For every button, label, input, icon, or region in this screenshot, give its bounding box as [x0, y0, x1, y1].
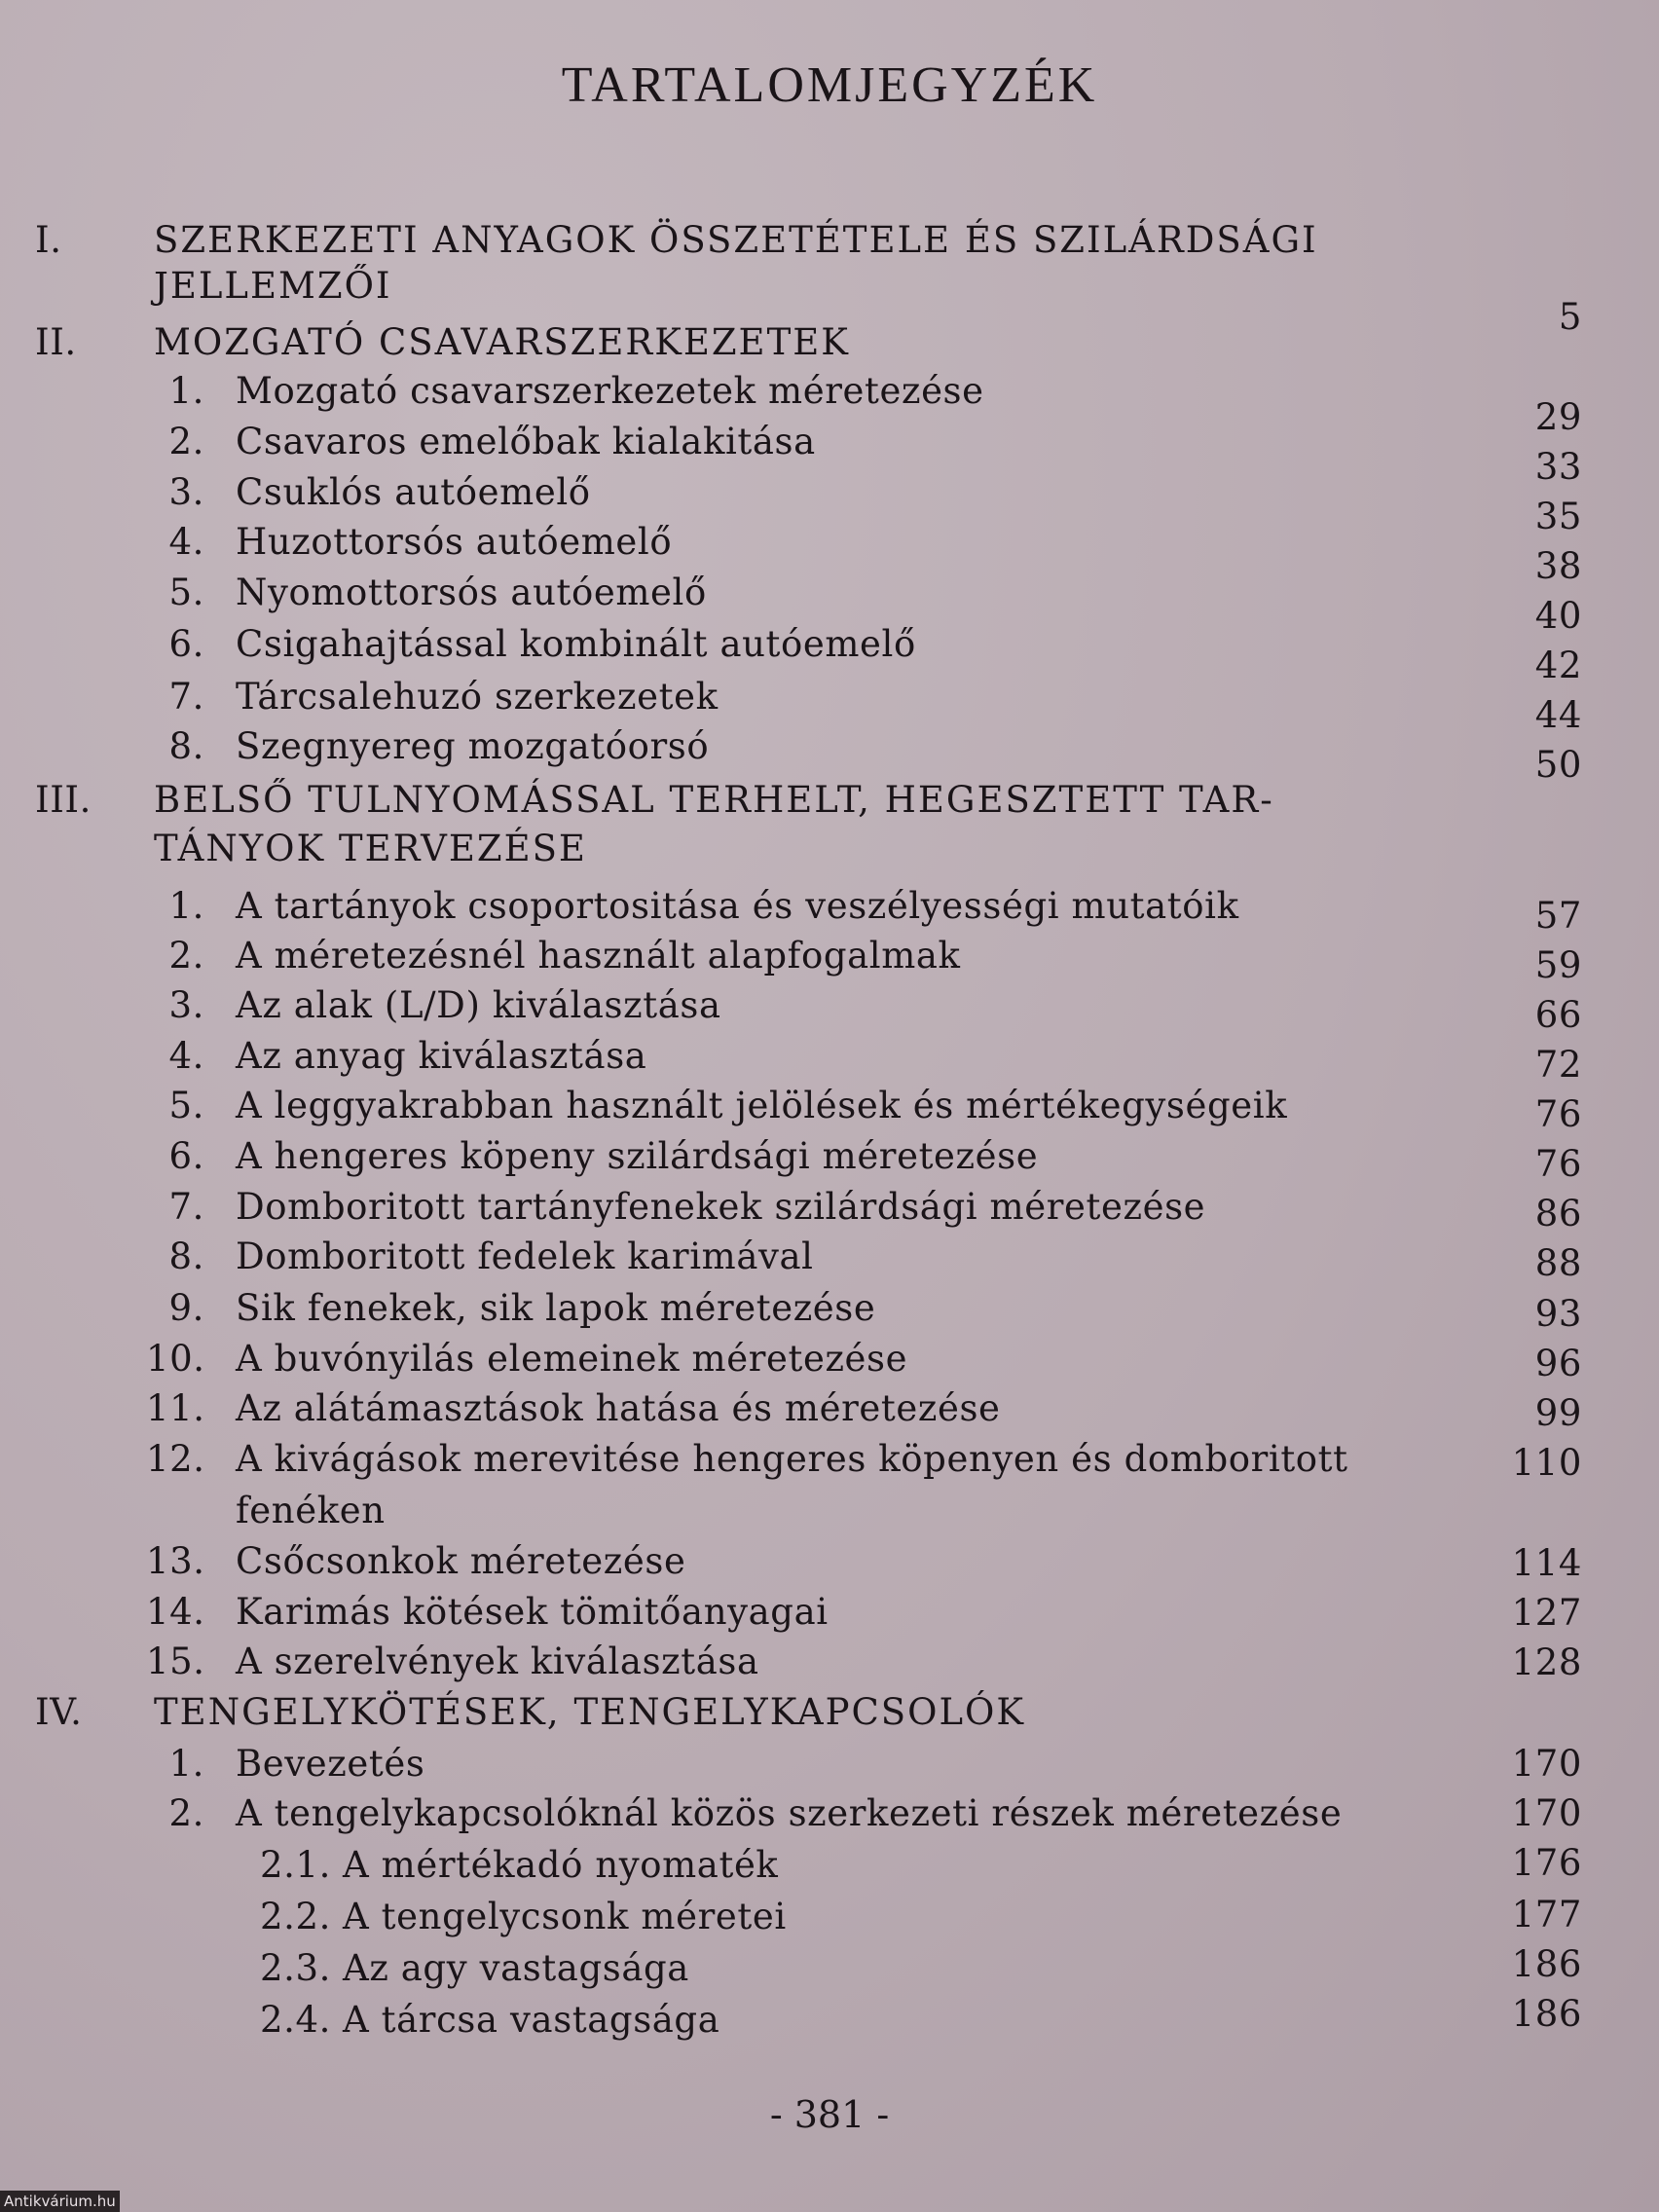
subitem-number: 2.1.: [259, 1844, 331, 1886]
item-title: Szegnyereg mozgatóorsó: [236, 725, 710, 767]
page-number: 110: [1511, 1442, 1582, 1484]
page-number: 40: [1534, 595, 1582, 637]
item-title: A szerelvények kiválasztása: [236, 1641, 759, 1682]
item-number: 15.: [146, 1641, 205, 1682]
item-title: Sik fenekek, sik lapok méretezése: [236, 1287, 876, 1329]
item-title: Huzottorsós autóemelő: [236, 521, 673, 563]
page-title: TARTALOMJEGYZÉK: [561, 57, 1098, 113]
item-title: Bevezetés: [236, 1743, 425, 1785]
item-title: A hengeres köpeny szilárdsági méretezése: [236, 1135, 1039, 1177]
item-title: Tárcsalehuzó szerkezetek: [236, 676, 719, 718]
page-number: 176: [1511, 1842, 1582, 1884]
item-number: 7.: [168, 676, 204, 718]
chapter-number: IV.: [35, 1691, 83, 1733]
item-title: Az alak (L/D) kiválasztása: [236, 984, 721, 1026]
page-number: 66: [1534, 994, 1582, 1036]
page-number: 42: [1534, 645, 1582, 686]
chapter-title-cont: TÁNYOK TERVEZÉSE: [154, 828, 587, 869]
item-title-cont: fenéken: [236, 1490, 386, 1531]
item-title: A méretezésnél használt alapfogalmak: [236, 935, 961, 977]
item-title: A tengelykapcsolóknál közös szerkezeti részek méretezése: [236, 1792, 1343, 1834]
item-number: 11.: [146, 1387, 205, 1429]
item-title: A tartányok csoportositása és veszélyességi mutatóik: [236, 885, 1239, 927]
item-title: Az alátámasztások hatása és méretezése: [236, 1387, 1001, 1429]
item-title: A leggyakrabban használt jelölések és mértékegységeik: [236, 1085, 1288, 1126]
page-number: 33: [1534, 446, 1582, 488]
item-number: 4.: [168, 521, 204, 563]
chapter-title: BELSŐ TULNYOMÁSSAL TERHELT, HEGESZTETT TAR-: [154, 779, 1274, 821]
page-number: 86: [1534, 1193, 1582, 1235]
item-number: 10.: [146, 1338, 205, 1380]
page-number: 170: [1511, 1792, 1582, 1834]
subitem-title: A tárcsa vastagsága: [343, 1999, 720, 2041]
item-title: Csőcsonkok méretezése: [236, 1540, 686, 1582]
item-number: 6.: [168, 1135, 204, 1177]
subitem-title: A tengelycsonk méretei: [343, 1896, 787, 1937]
chapter-title: SZERKEZETI ANYAGOK ÖSSZETÉTELE ÉS SZILÁRDSÁGI: [154, 219, 1318, 261]
item-number: 9.: [168, 1287, 204, 1329]
item-title: Csuklós autóemelő: [236, 471, 591, 513]
item-number: 3.: [168, 471, 204, 513]
item-number: 4.: [168, 1035, 204, 1077]
page-number: 114: [1511, 1542, 1582, 1584]
item-number: 7.: [168, 1186, 204, 1228]
item-number: 14.: [146, 1591, 205, 1633]
subitem-title: Az agy vastagsága: [343, 1947, 689, 1989]
subitem-title: A mértékadó nyomaték: [343, 1844, 779, 1886]
item-number: 2.: [168, 935, 204, 977]
item-title: Az anyag kiválasztása: [236, 1035, 647, 1077]
page-footer-number: - 381 -: [769, 2093, 890, 2136]
page-number: 72: [1534, 1044, 1582, 1086]
chapter-number: III.: [35, 779, 92, 821]
item-number: 8.: [168, 1235, 204, 1277]
item-number: 2.: [168, 421, 204, 462]
watermark: Antikvárium.hu: [0, 2191, 120, 2212]
item-number: 2.: [168, 1792, 204, 1834]
item-title: Mozgató csavarszerkezetek méretezése: [236, 370, 984, 412]
item-number: 5.: [168, 1085, 204, 1126]
page-number: 57: [1534, 895, 1582, 937]
page-number: 127: [1511, 1592, 1582, 1634]
page-number: 93: [1534, 1293, 1582, 1335]
page-number: 29: [1534, 396, 1582, 438]
chapter-title: TENGELYKÖTÉSEK, TENGELYKAPCSOLÓK: [154, 1691, 1026, 1733]
page-number: 128: [1511, 1641, 1582, 1683]
page-number: 177: [1511, 1894, 1582, 1936]
page-number: 88: [1534, 1242, 1582, 1284]
page-number: 38: [1534, 545, 1582, 587]
chapter-number: II.: [35, 321, 77, 363]
page-number: 186: [1511, 1993, 1582, 2035]
item-title: A buvónyilás elemeinek méretezése: [236, 1338, 908, 1380]
subitem-number: 2.4.: [259, 1999, 331, 2041]
page-number: 44: [1534, 694, 1582, 736]
page-number: 59: [1534, 944, 1582, 986]
page-number: 76: [1534, 1093, 1582, 1135]
item-number: 1.: [168, 370, 204, 412]
item-title: Domboritott tartányfenekek szilárdsági méretezése: [236, 1186, 1206, 1228]
item-number: 1.: [168, 885, 204, 927]
item-title: Domboritott fedelek karimával: [236, 1235, 814, 1277]
chapter-title-cont: JELLEMZŐI: [154, 265, 392, 307]
chapter-number: I.: [35, 219, 62, 261]
item-number: 3.: [168, 984, 204, 1026]
item-number: 12.: [146, 1438, 205, 1480]
item-number: 6.: [168, 623, 204, 665]
subitem-number: 2.2.: [259, 1896, 331, 1937]
item-number: 8.: [168, 725, 204, 767]
subitem-number: 2.3.: [259, 1947, 331, 1989]
page-number: 170: [1511, 1743, 1582, 1785]
item-title: A kivágások merevitése hengeres köpenyen és domboritott: [236, 1438, 1348, 1480]
item-title: Csigahajtással kombinált autóemelő: [236, 623, 916, 665]
item-title: Karimás kötések tömitőanyagai: [236, 1591, 829, 1633]
page-number: 35: [1534, 496, 1582, 537]
item-number: 1.: [168, 1743, 204, 1785]
item-title: Nyomottorsós autóemelő: [236, 571, 707, 613]
page-number: 5: [1558, 296, 1582, 338]
page-number: 96: [1534, 1343, 1582, 1384]
item-number: 13.: [146, 1540, 205, 1582]
page-number: 76: [1534, 1143, 1582, 1185]
item-number: 5.: [168, 571, 204, 613]
page-number: 99: [1534, 1392, 1582, 1434]
page-number: 50: [1534, 744, 1582, 786]
chapter-title: MOZGATÓ CSAVARSZERKEZETEK: [154, 321, 850, 363]
page-number: 186: [1511, 1943, 1582, 1985]
item-title: Csavaros emelőbak kialakitása: [236, 421, 816, 462]
